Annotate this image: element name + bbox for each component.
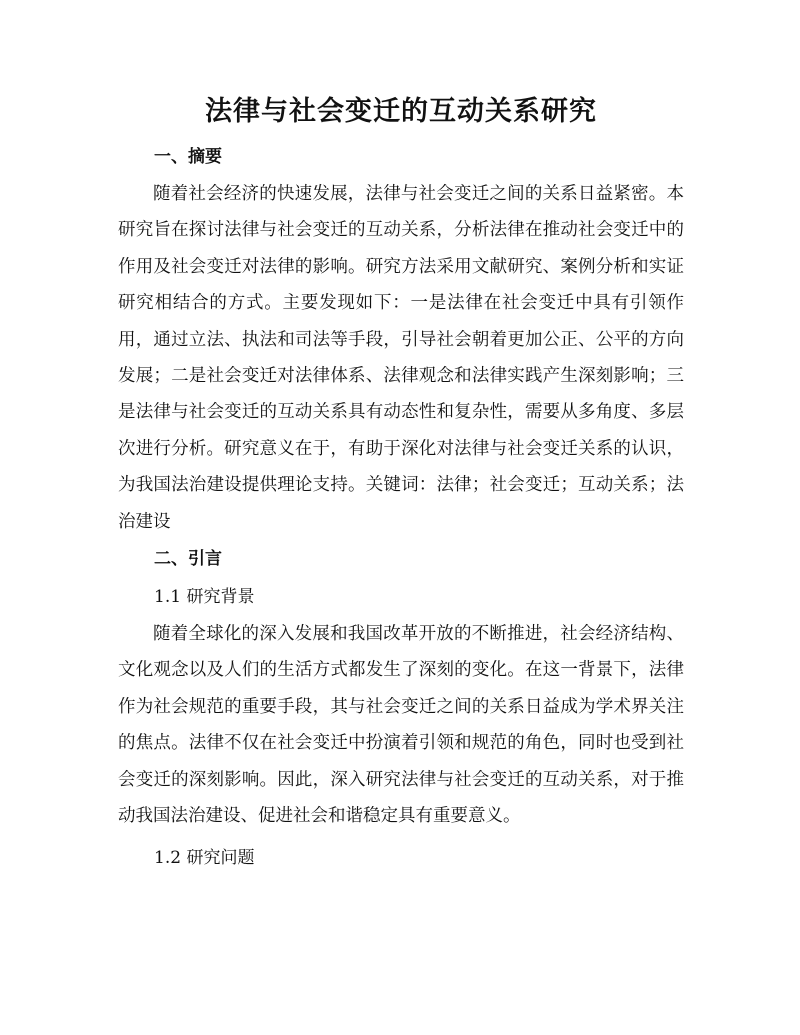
document-title: 法律与社会变迁的互动关系研究	[205, 96, 597, 127]
section-heading-introduction: 二、引言	[154, 549, 222, 570]
section-heading-abstract: 一、摘要	[154, 147, 222, 167]
document-page	[118, 86, 684, 877]
subsection-heading-background: 1.1 研究背景	[154, 587, 255, 608]
abstract-paragraph: 随着社会经济的快速发展，法律与社会变迁之间的关系日益紧密。本研究旨在探讨法律与社会变迁的互动关系，分析法律在推动社会变迁中的作用及社会变迁对法律的影响。研究方法采用文献研究、案例分析和实证研究相结合的方式。主要发现如下：一是法律在社会变迁中具有引领作用，通过立法、执法和司法等手段，引导社会朝着更加公正、公平的方向发展；二是社会变迁对法律体系、法律观念和法律实践产生深刻影响；三是法律与社会变迁的互动关系具有动态性和复杂性，需要从多角度、多层次进行分析。研究意义在于，有助于深化对法律与社会变迁关系的认识，为我国法治建设提供理论支持。关键词：法律；社会变迁；互动关系；法治建设	[118, 184, 684, 532]
subsection-heading-research-questions: 1.2 研究问题	[154, 847, 255, 868]
background-paragraph: 随着全球化的深入发展和我国改革开放的不断推进，社会经济结构、文化观念以及人们的生活方式都发生了深刻的变化。在这一背景下，法律作为社会规范的重要手段，其与社会变迁之间的关系日益成为学术界关注的焦点。法律不仅在社会变迁中扮演着引领和规范的角色，同时也受到社会变迁的深刻影响。因此，深入研究法律与社会变迁的互动关系，对于推动我国法治建设、促进社会和谐稳定具有重要意义。	[118, 624, 684, 827]
